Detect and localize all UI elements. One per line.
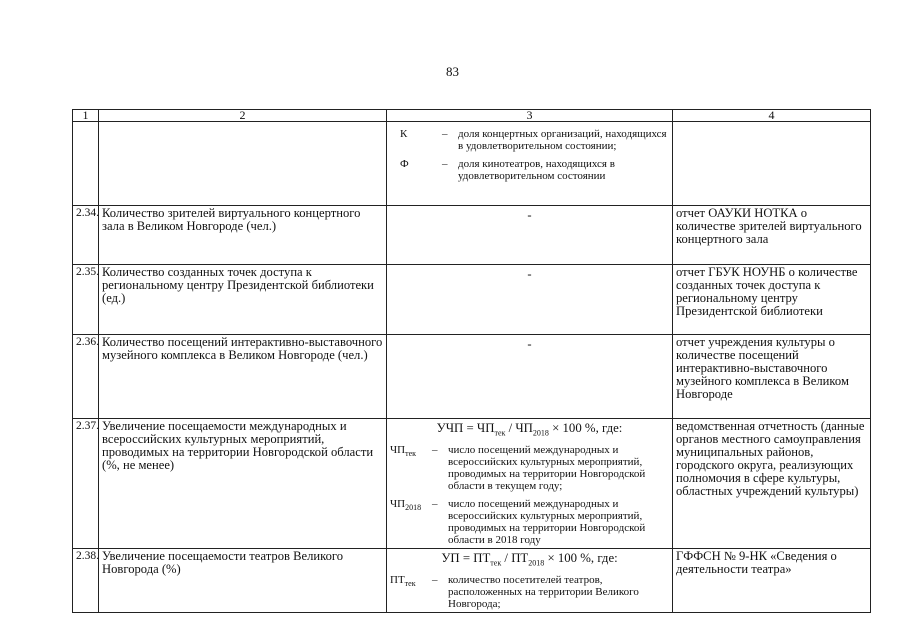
- header-col-3: 3: [387, 110, 673, 122]
- legend-item: $ЧП_{тек}$ – число посещений международных и всероссийских культурных мероприятий, проводимых на территории Новгородской области в текущем году;: [390, 444, 669, 492]
- header-col-4: 4: [673, 110, 871, 122]
- legend-item: К – доля концертных организаций, находящихся в удовлетворительном состоянии;: [390, 128, 669, 152]
- method-dash: -: [527, 208, 532, 222]
- legend-text: число посещений международных и всероссийских культурных мероприятий, проводимых на территории Новгородской области в текущем году;: [448, 443, 646, 492]
- indicator-name: Увеличение посещаемости международных и всероссийских культурных мероприятий, проводимых на территории Новгородской области (%, не менее): [99, 419, 387, 549]
- indicator-name: Количество посещений интерактивно-выставочного музейного комплекса в Великом Новгороде (чел.): [99, 335, 387, 419]
- table-row: [73, 549, 871, 613]
- indicator-name: Количество зрителей виртуального концертного зала в Великом Новгороде (чел.): [99, 206, 387, 265]
- row-number: 2.35.: [73, 265, 99, 335]
- source-cell: отчет ОАУКИ НОТКА о количестве зрителей виртуального концертного зала: [673, 206, 871, 265]
- table-row: [73, 265, 871, 335]
- row-number: 2.38.: [73, 549, 99, 613]
- legend-symbol: Ф: [400, 158, 409, 170]
- method-dash: -: [527, 267, 532, 281]
- legend-symbol: $ЧП_{2018}$: [390, 497, 422, 512]
- indicator-name: Количество созданных точек доступа к региональному центру Президентской библиотеки (ед.): [99, 265, 387, 335]
- header-col-1: 1: [73, 110, 99, 122]
- legend-text: доля концертных организаций, находящихся в удовлетворительном состоянии;: [458, 128, 667, 152]
- row-number: 2.36.: [73, 335, 99, 419]
- legend-symbol: $ЧП_{тек}$: [390, 443, 417, 458]
- table-row: [73, 206, 871, 265]
- indicator-name: Увеличение посещаемости театров Великого Новгорода (%): [99, 549, 387, 613]
- legend-item: $ЧП_{2018}$ – число посещений международных и всероссийских культурных мероприятий, проводимых на территории Новгородской области в 2018 году: [390, 498, 669, 546]
- formula: УП = $ПТ_{тек} / ПТ_{2018} \times 100$ %, где:: [441, 551, 618, 568]
- method-cell: [387, 335, 673, 419]
- indicator-table: [72, 109, 871, 613]
- method-cell: [387, 549, 673, 613]
- page-number: 83: [446, 64, 459, 79]
- legend-text: число посещений международных и всероссийских культурных мероприятий, проводимых на территории Новгородской области в 2018 году: [448, 497, 646, 546]
- method-cell: [387, 122, 673, 206]
- row-number: 2.34.: [73, 206, 99, 265]
- table-row: [73, 419, 871, 549]
- source-cell: [673, 122, 871, 206]
- legend-symbol: К: [400, 128, 408, 140]
- method-cell: [387, 206, 673, 265]
- table-row-continuation: [73, 122, 871, 206]
- source-cell: ГФФСН № 9-НК «Сведения о деятельности театра»: [673, 549, 871, 613]
- row-number: [73, 122, 99, 206]
- indicator-name: [99, 122, 387, 206]
- legend-item: $ПТ_{тек}$ – количество посетителей театров, расположенных на территории Великого Новгорода;: [390, 574, 669, 610]
- legend-item: Ф – доля кинотеатров, находящихся в удовлетворительном состоянии: [390, 158, 669, 182]
- legend-text: доля кинотеатров, находящихся в удовлетворительном состоянии: [458, 158, 615, 182]
- legend-symbol: $ПТ_{тек}$: [390, 573, 416, 588]
- source-cell: ведомственная отчетность (данные органов местного самоуправления муниципальных районов, городского округа, реализующих полномочия в сфере культуры, областных учреждений культуры): [673, 419, 871, 549]
- row-number: 2.37.: [73, 419, 99, 549]
- formula: УЧП = $ЧП_{тек} / ЧП_{2018} \times 100$ %, где:: [436, 421, 623, 438]
- legend-text: количество посетителей театров, расположенных на территории Великого Новгорода;: [448, 573, 639, 610]
- source-cell: отчет учреждения культуры о количестве посещений интерактивно-выставочного музейного комплекса в Великом Новгороде: [673, 335, 871, 419]
- method-cell: [387, 265, 673, 335]
- table-row: [73, 335, 871, 419]
- method-dash: -: [527, 337, 532, 351]
- header-col-2: 2: [99, 110, 387, 122]
- method-cell: [387, 419, 673, 549]
- source-cell: отчет ГБУК НОУНБ о количестве созданных точек доступа к региональному центру Президентской библиотеки: [673, 265, 871, 335]
- table-header-row: [73, 110, 871, 122]
